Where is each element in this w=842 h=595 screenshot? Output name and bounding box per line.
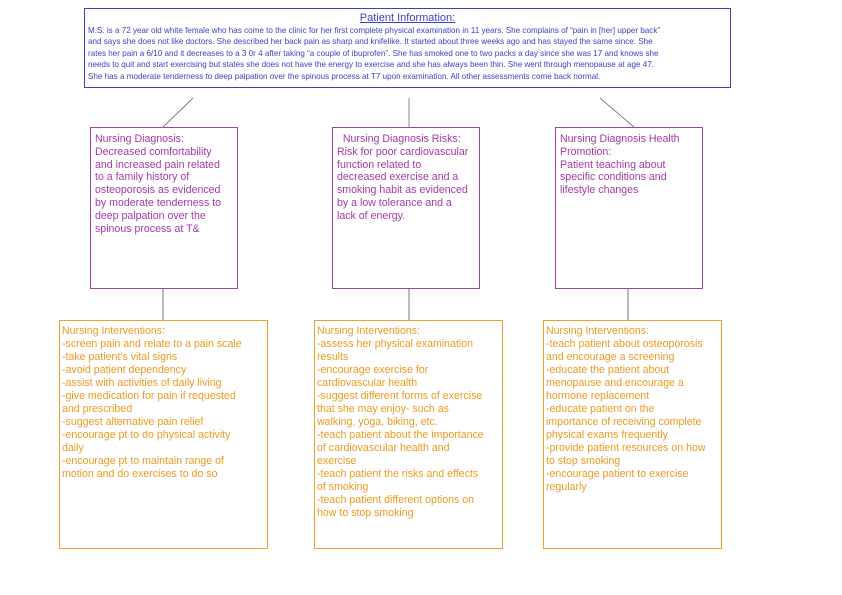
intervention-text-line: -teach patient about osteoporosis [546,338,703,350]
intervention-text-line: -educate patient on the [546,403,655,415]
connector-info-diagnosis-3 [600,98,634,127]
intervention-text-line: menopause and encourage a [546,377,684,389]
intervention-text-line: -encourage pt to maintain range of [62,455,224,467]
intervention-text-line: -take patient’s vital signs [62,351,178,363]
text-lines [62,325,265,481]
intervention-text-line: -assist with activities of daily living [62,377,222,389]
diagnosis-text-line: osteoporosis as evidenced [95,184,221,197]
intervention-text-line: cardiovascular health [317,377,418,389]
diagnosis-text-line: by a low tolerance and a [337,196,452,209]
diagnosis-text-line: Promotion: [560,145,612,158]
intervention-text-line: -give medication for pain if requested [62,390,236,402]
intervention-text-line: how to stop smoking [317,507,414,519]
diagnosis-text-line: Risk for poor cardiovascular [337,145,469,158]
diagnosis-text-line: lifestyle changes [560,184,639,197]
text-lines [337,133,475,223]
intervention-text-line: physical exams frequently [546,429,668,441]
intervention-text-line: daily [62,442,84,454]
intervention-text-line: -assess her physical examination [317,338,474,350]
intervention-text-line: Nursing Interventions: [317,325,421,337]
diagnosis-text-line: deep palpation over the [95,209,206,222]
text-lines [95,133,233,235]
patient-information-line: needs to quit and start exercising but states she does not have the energy to exercise and she has always been thin. She went through menopause at age 47. [88,60,655,70]
nursing-diagnosis-risks-box [332,127,480,289]
intervention-text-line: importance of receiving complete [546,416,702,428]
intervention-text-line: -encourage exercise for [317,364,429,376]
diagnosis-text-line: Nursing Diagnosis Health [560,133,680,145]
diagnosis-text-line: Nursing Diagnosis Risks: [337,133,461,145]
intervention-text-line: results [317,351,349,363]
diagnosis-text-line: function related to [337,158,422,171]
diagnosis-text-line: lack of energy. [337,209,406,222]
interventions-box-comfort [59,320,268,549]
intervention-text-line: -teach patient about the importance [317,429,484,441]
intervention-text-line: -educate the patient about [546,364,670,376]
diagnosis-text-line: Decreased comfortability [95,145,212,158]
diagnosis-text-line: and increased pain related [95,158,220,171]
patient-information-line: and says she does not like doctors. She described her back pain as sharp and knifelike. It started about three weeks ago and has stayed the same since. She [88,37,653,47]
connector-info-diagnosis-1 [163,98,193,127]
nursing-diagnosis-box [90,127,238,289]
diagnosis-text-line: specific conditions and [560,171,667,184]
intervention-text-line: -teach patient the risks and effects [317,468,479,480]
interventions-box-risks [314,320,503,549]
patient-information-title: Patient Information: [359,12,456,24]
intervention-text-line: -avoid patient dependency [62,364,187,376]
intervention-text-line: -encourage pt to do physical activity [62,429,231,441]
text-lines [546,325,719,494]
intervention-text-line: -suggest alternative pain relief [62,416,204,428]
patient-information-line: M.S. is a 72 year old white female who has come to the clinic for her first complete physical examination in 11 years. She complains of “pain in [her] upper back” [88,26,661,35]
text-lines [88,25,727,82]
interventions-box-health-promotion [543,320,722,549]
diagnosis-text-line: smoking habit as evidenced [337,184,468,197]
intervention-text-line: -provide patient resources on how [546,442,706,454]
diagnosis-text-line: decreased exercise and a [337,171,459,184]
intervention-text-line: regularly [546,481,587,493]
diagnosis-text-line: to a family history of [95,171,190,184]
intervention-text-line: -teach patient different options on [317,494,475,506]
intervention-text-line: Nursing Interventions: [62,325,166,337]
intervention-text-line: Nursing Interventions: [546,325,650,337]
text-lines [317,325,500,520]
intervention-text-line: hormone replacement [546,390,650,402]
intervention-text-line: -screen pain and relate to a pain scale [62,338,242,350]
intervention-text-line: -suggest different forms of exercise [317,390,483,402]
intervention-text-line: -encourage patient to exercise [546,468,689,480]
patient-information-line: rates her pain a 6/10 and it decreases to a 3 0r 4 after taking “a couple of ibuprofen”. She has smoked one to two packs a day since she was 17 and knows she [88,48,659,58]
intervention-text-line: exercise [317,455,357,467]
intervention-text-line: of smoking [317,481,369,493]
patient-information-box [84,8,731,88]
diagnosis-text-line: spinous process at T& [95,222,200,235]
intervention-text-line: motion and do exercises to do so [62,468,218,480]
intervention-text-line: to stop smoking [546,455,621,467]
text-lines [560,133,698,197]
diagnosis-text-line: Nursing Diagnosis: [95,133,184,145]
intervention-text-line: walking, yoga, biking, etc. [317,416,438,428]
intervention-text-line: and encourage a screening [546,351,675,363]
diagnosis-text-line: by moderate tenderness to [95,196,222,209]
intervention-text-line: that she may enjoy- such as [317,403,449,415]
diagnosis-text-line: Patient teaching about [560,158,666,171]
nursing-diagnosis-health-promotion-box [555,127,703,289]
intervention-text-line: and prescribed [62,403,133,415]
intervention-text-line: of cardiovascular health and [317,442,450,454]
patient-information-line: She has a moderate tenderness to deep palpation over the spinous process at T7 upon examination. All other assessments come back normal. [88,71,601,81]
